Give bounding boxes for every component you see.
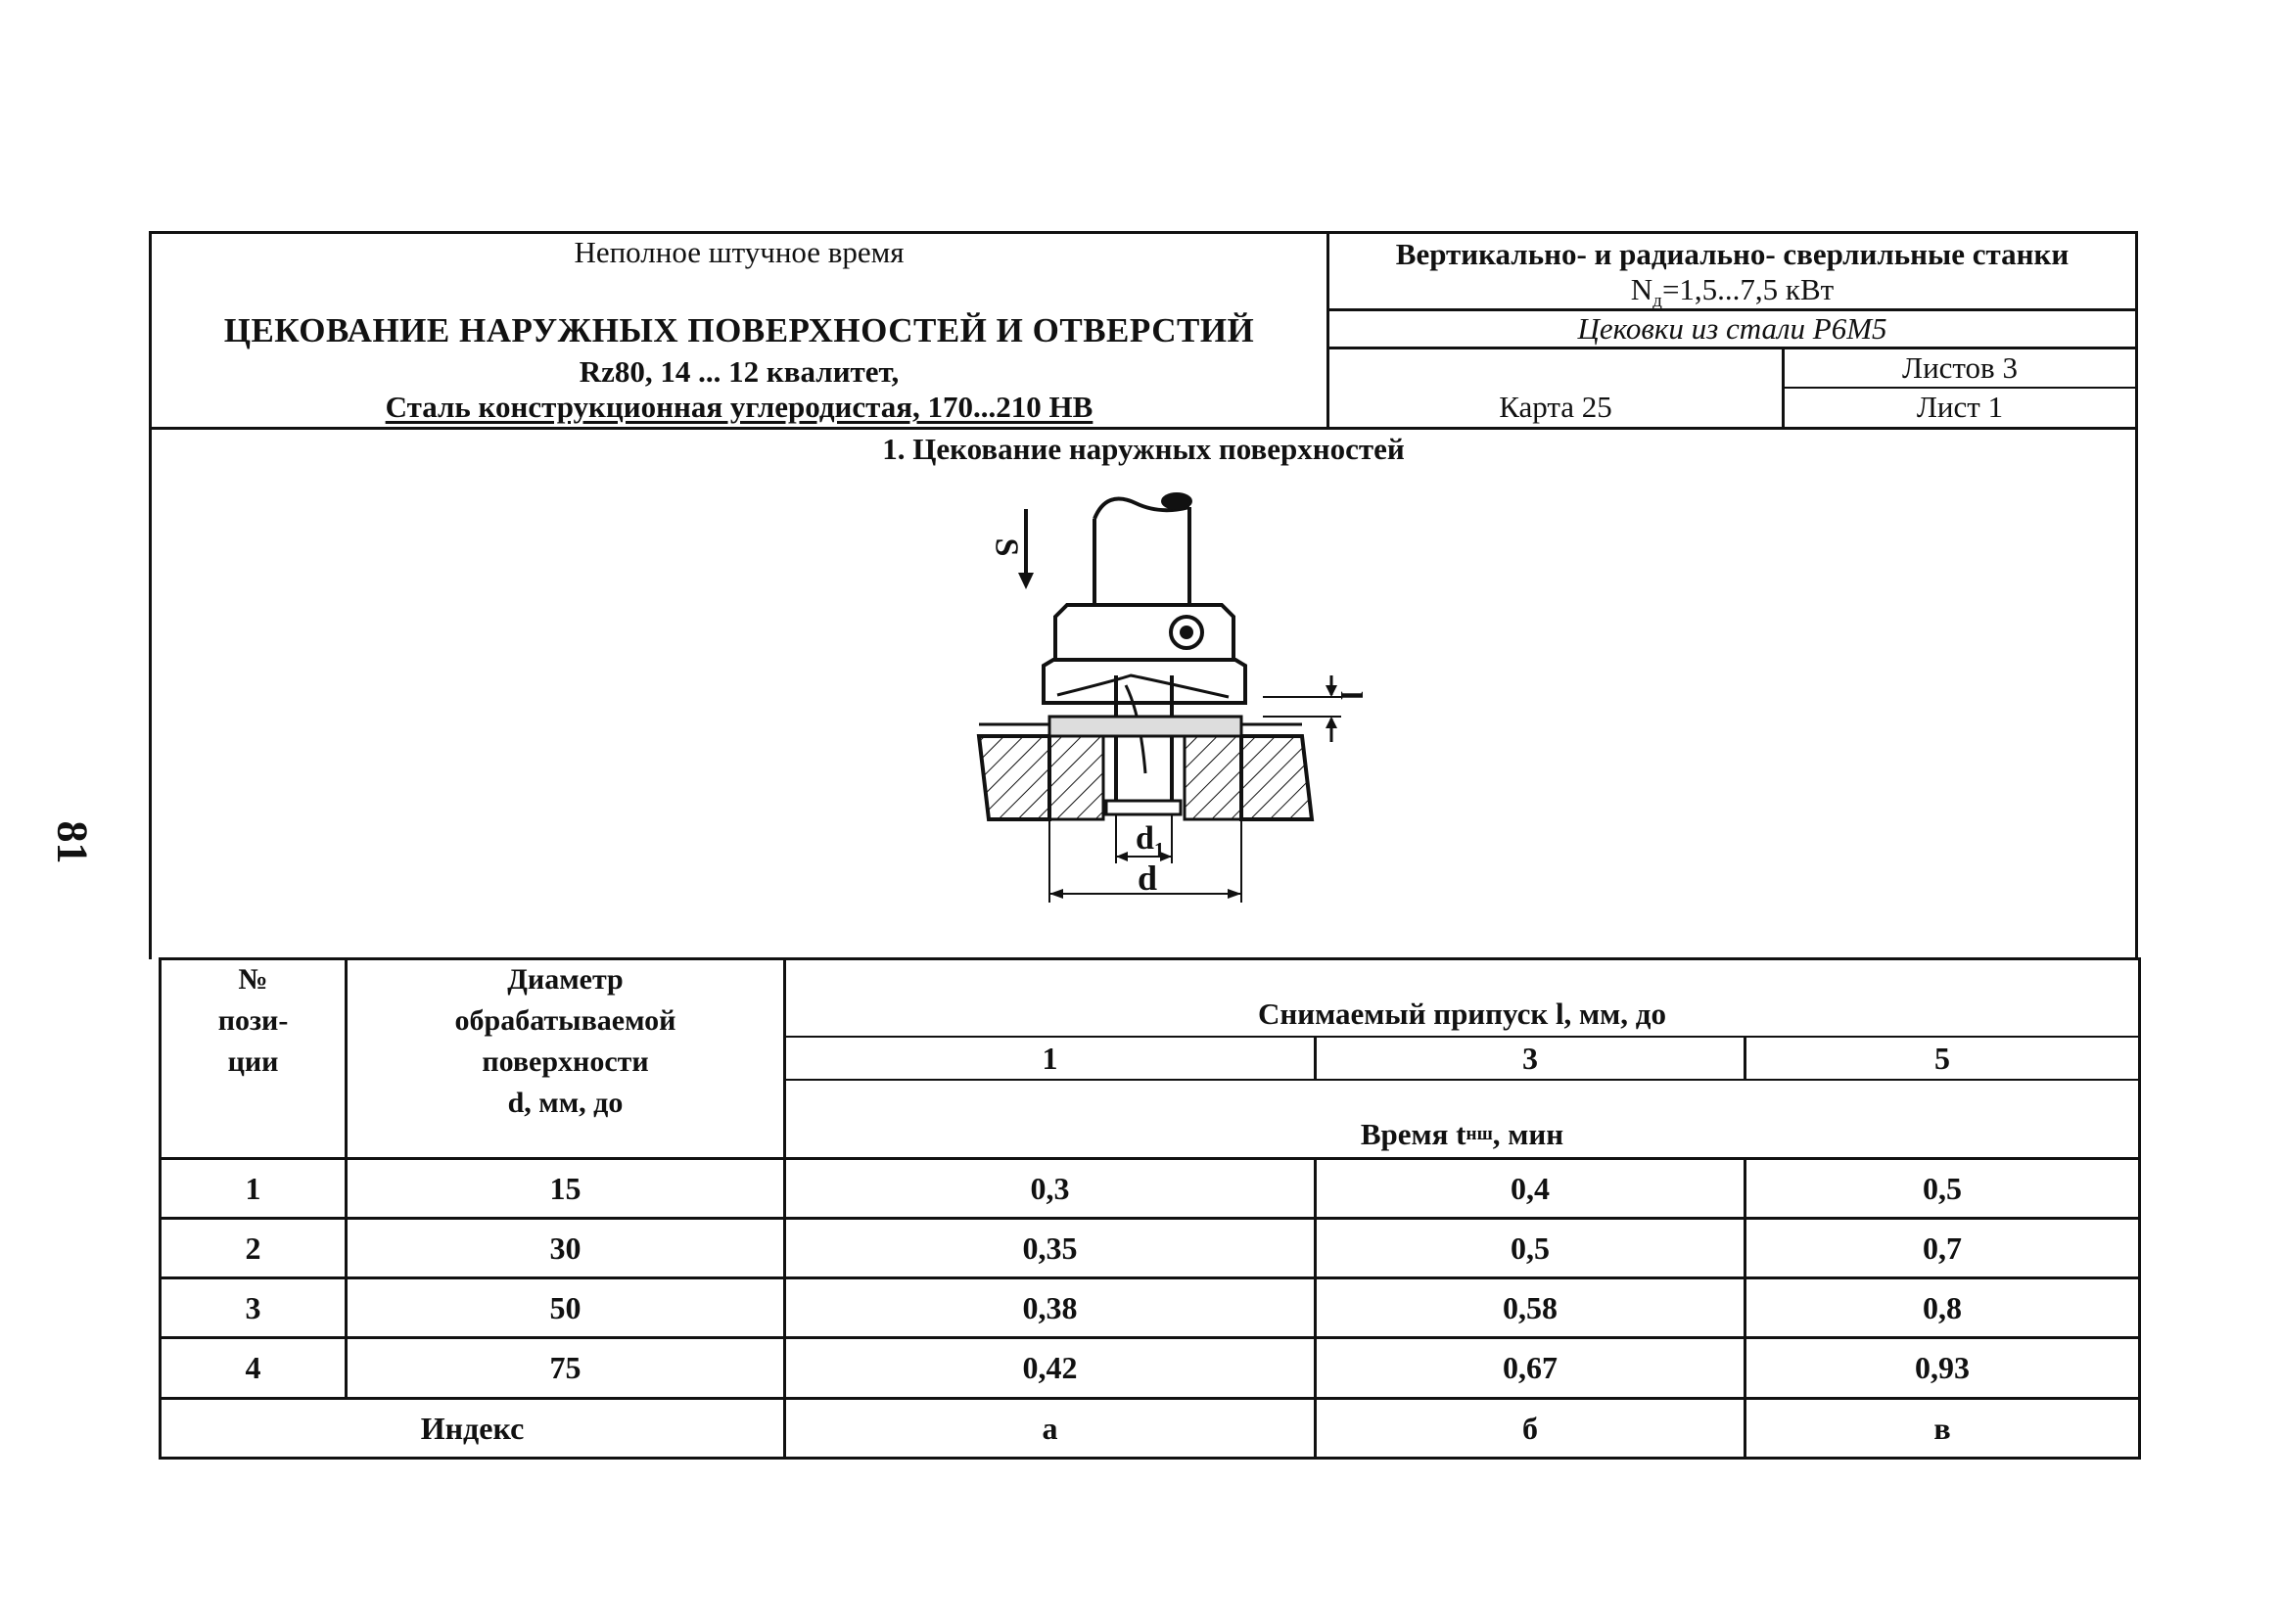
row-time-5: 0,7 xyxy=(1923,1230,1962,1266)
page-number: 81 xyxy=(48,820,97,864)
sheet-number: Лист 1 xyxy=(1916,390,2004,424)
row-time-1: 0,35 xyxy=(1022,1230,1078,1266)
allowance-value-1: 1 xyxy=(1042,1040,1058,1076)
row-time-3: 0,4 xyxy=(1511,1170,1550,1206)
section-title: 1. Цекование наружных поверхностей xyxy=(882,432,1405,466)
row-time-1: 0,3 xyxy=(1030,1170,1070,1206)
tool-label: Цековки из стали Р6М5 xyxy=(1577,311,1887,346)
counterbore-drawing xyxy=(969,480,1380,910)
row-diameter: 75 xyxy=(549,1350,582,1385)
time-header: Время t нш , мин xyxy=(1360,1117,1564,1151)
col-position-header: № пози- ции xyxy=(217,963,289,1078)
row-position: 4 xyxy=(245,1350,261,1385)
sheets-total: Листов 3 xyxy=(1902,350,2018,385)
col-diameter-header: Диаметр обрабатываемой поверхности d, мм, до xyxy=(454,963,676,1119)
allowance-dimension xyxy=(1263,675,1341,742)
index-a: а xyxy=(1042,1410,1058,1446)
row-diameter: 50 xyxy=(549,1289,582,1325)
row-diameter: 30 xyxy=(549,1230,582,1266)
row-position: 1 xyxy=(245,1170,261,1206)
row-time-5: 0,93 xyxy=(1915,1350,1970,1385)
row-time-5: 0,8 xyxy=(1923,1289,1962,1325)
index-b: б xyxy=(1522,1410,1538,1446)
row-time-1: 0,38 xyxy=(1022,1289,1078,1325)
row-time-3: 0,58 xyxy=(1503,1289,1558,1325)
subtitle-tolerance: Rz80, 14 ... 12 квалитет, xyxy=(579,354,900,389)
row-diameter: 15 xyxy=(549,1170,582,1206)
power-label: $N_д=1,5...7,5$ кВт xyxy=(1630,272,1835,312)
feed-label: S xyxy=(988,537,1025,557)
row-time-1: 0,42 xyxy=(1022,1350,1078,1385)
row-position: 2 xyxy=(245,1230,261,1266)
row-position: 3 xyxy=(245,1289,261,1325)
row-time-3: 0,5 xyxy=(1511,1230,1550,1266)
row-time-5: 0,5 xyxy=(1923,1170,1962,1206)
subtitle-material: Сталь конструкционная углеродистая, 170...210 НВ xyxy=(385,390,1093,424)
card-number: Карта 25 xyxy=(1499,390,1612,424)
d-label: d xyxy=(1138,858,1158,898)
index-label: Индекс xyxy=(420,1410,525,1446)
tool-shank xyxy=(1094,492,1192,607)
machines-label: Вертикально- и радиально- сверлильные станки xyxy=(1395,237,2070,271)
allowance-header: Снимаемый припуск l, мм, до xyxy=(1258,997,1666,1031)
allowance-value-5: 5 xyxy=(1934,1040,1950,1076)
allowance-value-3: 3 xyxy=(1522,1040,1538,1076)
allowance-label: l xyxy=(1333,691,1370,700)
index-v: в xyxy=(1933,1410,1951,1446)
d1-label: $d_1$ xyxy=(1136,820,1165,861)
row-time-3: 0,67 xyxy=(1503,1350,1558,1385)
time-type: Неполное штучное время xyxy=(574,235,905,269)
page-title: ЦЕКОВАНИЕ НАРУЖНЫХ ПОВЕРХНОСТЕЙ И ОТВЕРСТИЙ xyxy=(223,311,1255,349)
